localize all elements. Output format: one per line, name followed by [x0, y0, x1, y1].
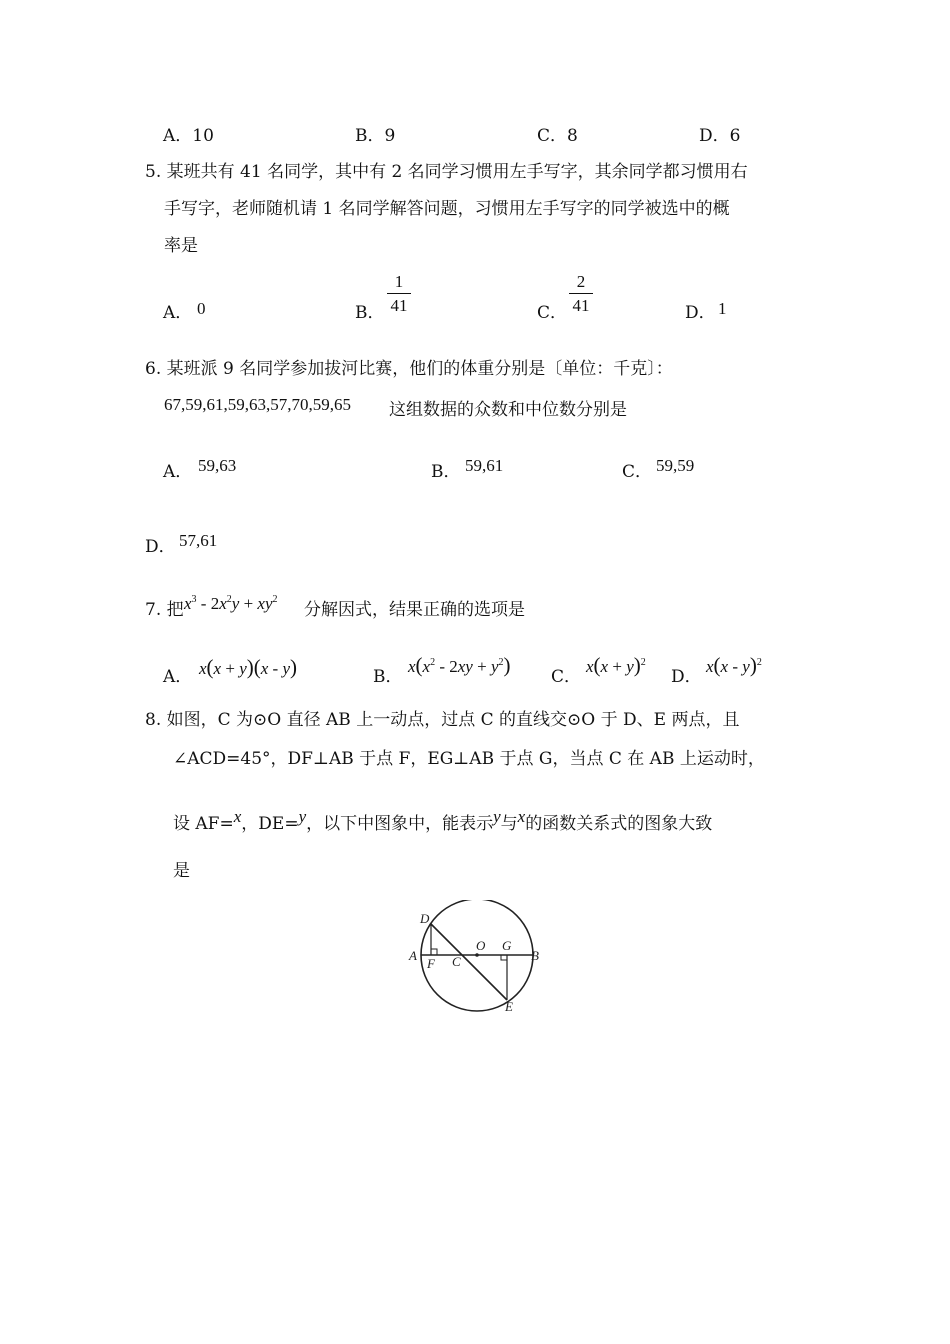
q6-data: 67,59,61,59,63,57,70,59,65 — [164, 395, 351, 414]
label-e: E — [505, 999, 513, 1014]
center-point-o — [475, 953, 479, 957]
q4-option-c: C．8 — [537, 126, 578, 146]
label-o: O — [476, 938, 486, 953]
q8-l3-d: 与 — [500, 814, 518, 834]
q5-a-value: 0 — [197, 299, 206, 318]
q6-b-label: B． — [431, 462, 461, 482]
q8-l3-y: y — [298, 807, 307, 826]
q7-c-expression: $x(x + y)^2$ — [586, 653, 646, 677]
q5-c-denominator: 41 — [572, 296, 590, 315]
q5-d-value: 1 — [718, 299, 727, 318]
q5-b-numerator: 1 — [387, 273, 411, 294]
q5-b-denominator: 41 — [390, 296, 408, 315]
label-d: D — [420, 911, 430, 926]
q7-prefix: 7. 把 — [145, 600, 184, 620]
q7-b-expression: $x(x^2 - 2xy + y^2)$ — [408, 653, 511, 677]
q8-l3-y2: y — [493, 807, 501, 826]
q7-d-label: D． — [671, 667, 702, 687]
q8-l3-c: ，以下中图象中，能表示 — [306, 814, 494, 834]
q4-option-a: A．10 — [163, 126, 214, 146]
label-c: C — [452, 954, 461, 969]
q7-c-label: C． — [551, 667, 582, 687]
q7-b-label: B． — [373, 667, 403, 687]
q8-line4: 是 — [173, 861, 190, 881]
q7-d-expression: x(x - y)$^2$ — [706, 653, 762, 677]
q8-l3-e: 的函数关系式的图象大致 — [525, 814, 713, 834]
label-g: G — [502, 938, 512, 953]
q5-c-numerator: 2 — [569, 273, 593, 294]
right-angle-f — [431, 949, 437, 955]
q5-line3: 率是 — [164, 236, 198, 256]
q6-c-label: C． — [622, 462, 653, 482]
q6-b-value: 59,61 — [465, 456, 504, 475]
q7-a-label: A． — [163, 667, 193, 687]
q6-line1: 6. 某班派 9 名同学参加拔河比赛，他们的体重分别是〔单位：千克〕： — [145, 359, 673, 379]
q8-line1: 8. 如图，C 为⊙O 直径 AB 上一动点，过点 C 的直线交⊙O 于 D、E 两点，且 — [145, 710, 740, 730]
q6-line2-tail: 这组数据的众数和中位数分别是 — [389, 400, 627, 420]
q5-c-fraction — [569, 273, 593, 314]
q8-l3-x2: x — [517, 807, 526, 826]
q5-d-label: D． — [685, 303, 716, 323]
q8-l3-x: x — [233, 807, 242, 826]
label-b: B — [531, 948, 539, 963]
q5-b-label: B． — [355, 303, 385, 323]
q5-line2: 手写字，老师随机请 1 名同学解答问题，习惯用左手写字的同学被选中的概 — [164, 199, 730, 219]
q5-line1: 5. 某班共有 41 名同学，其中有 2 名同学习惯用左手写字，其余同学都习惯用右 — [145, 162, 748, 182]
q5-a-label: A． — [163, 303, 193, 323]
q8-line2: ∠ACD=45°，DF⊥AB 于点 F，EG⊥AB 于点 G，当点 C 在 AB 上运动时， — [173, 749, 765, 769]
q8-l3-a: 设 AF= — [173, 814, 234, 834]
q4-option-b: B．9 — [355, 126, 396, 146]
line-de — [431, 924, 507, 1000]
q6-a-value: 59,63 — [198, 456, 237, 475]
q6-c-value: 59,59 — [656, 456, 695, 475]
q5-c-label: C． — [537, 303, 568, 323]
q8-line3 — [173, 807, 713, 834]
label-a: A — [409, 948, 417, 963]
q7-tail: 分解因式，结果正确的选项是 — [304, 600, 525, 620]
label-f: F — [427, 956, 435, 971]
q8-l3-b: ，DE= — [241, 814, 299, 834]
q5-b-fraction — [387, 273, 411, 314]
q4-option-d: D．6 — [699, 126, 741, 146]
q6-d-value: 57,61 — [179, 531, 218, 550]
q6-a-label: A． — [163, 462, 193, 482]
circle-figure — [400, 900, 560, 1015]
q7-expression: $x^3 - 2x^2y + xy^2$ — [184, 594, 278, 613]
q7-a-expression: x(x + y)(x - y) — [199, 655, 297, 679]
q6-d-label: D． — [145, 537, 176, 557]
